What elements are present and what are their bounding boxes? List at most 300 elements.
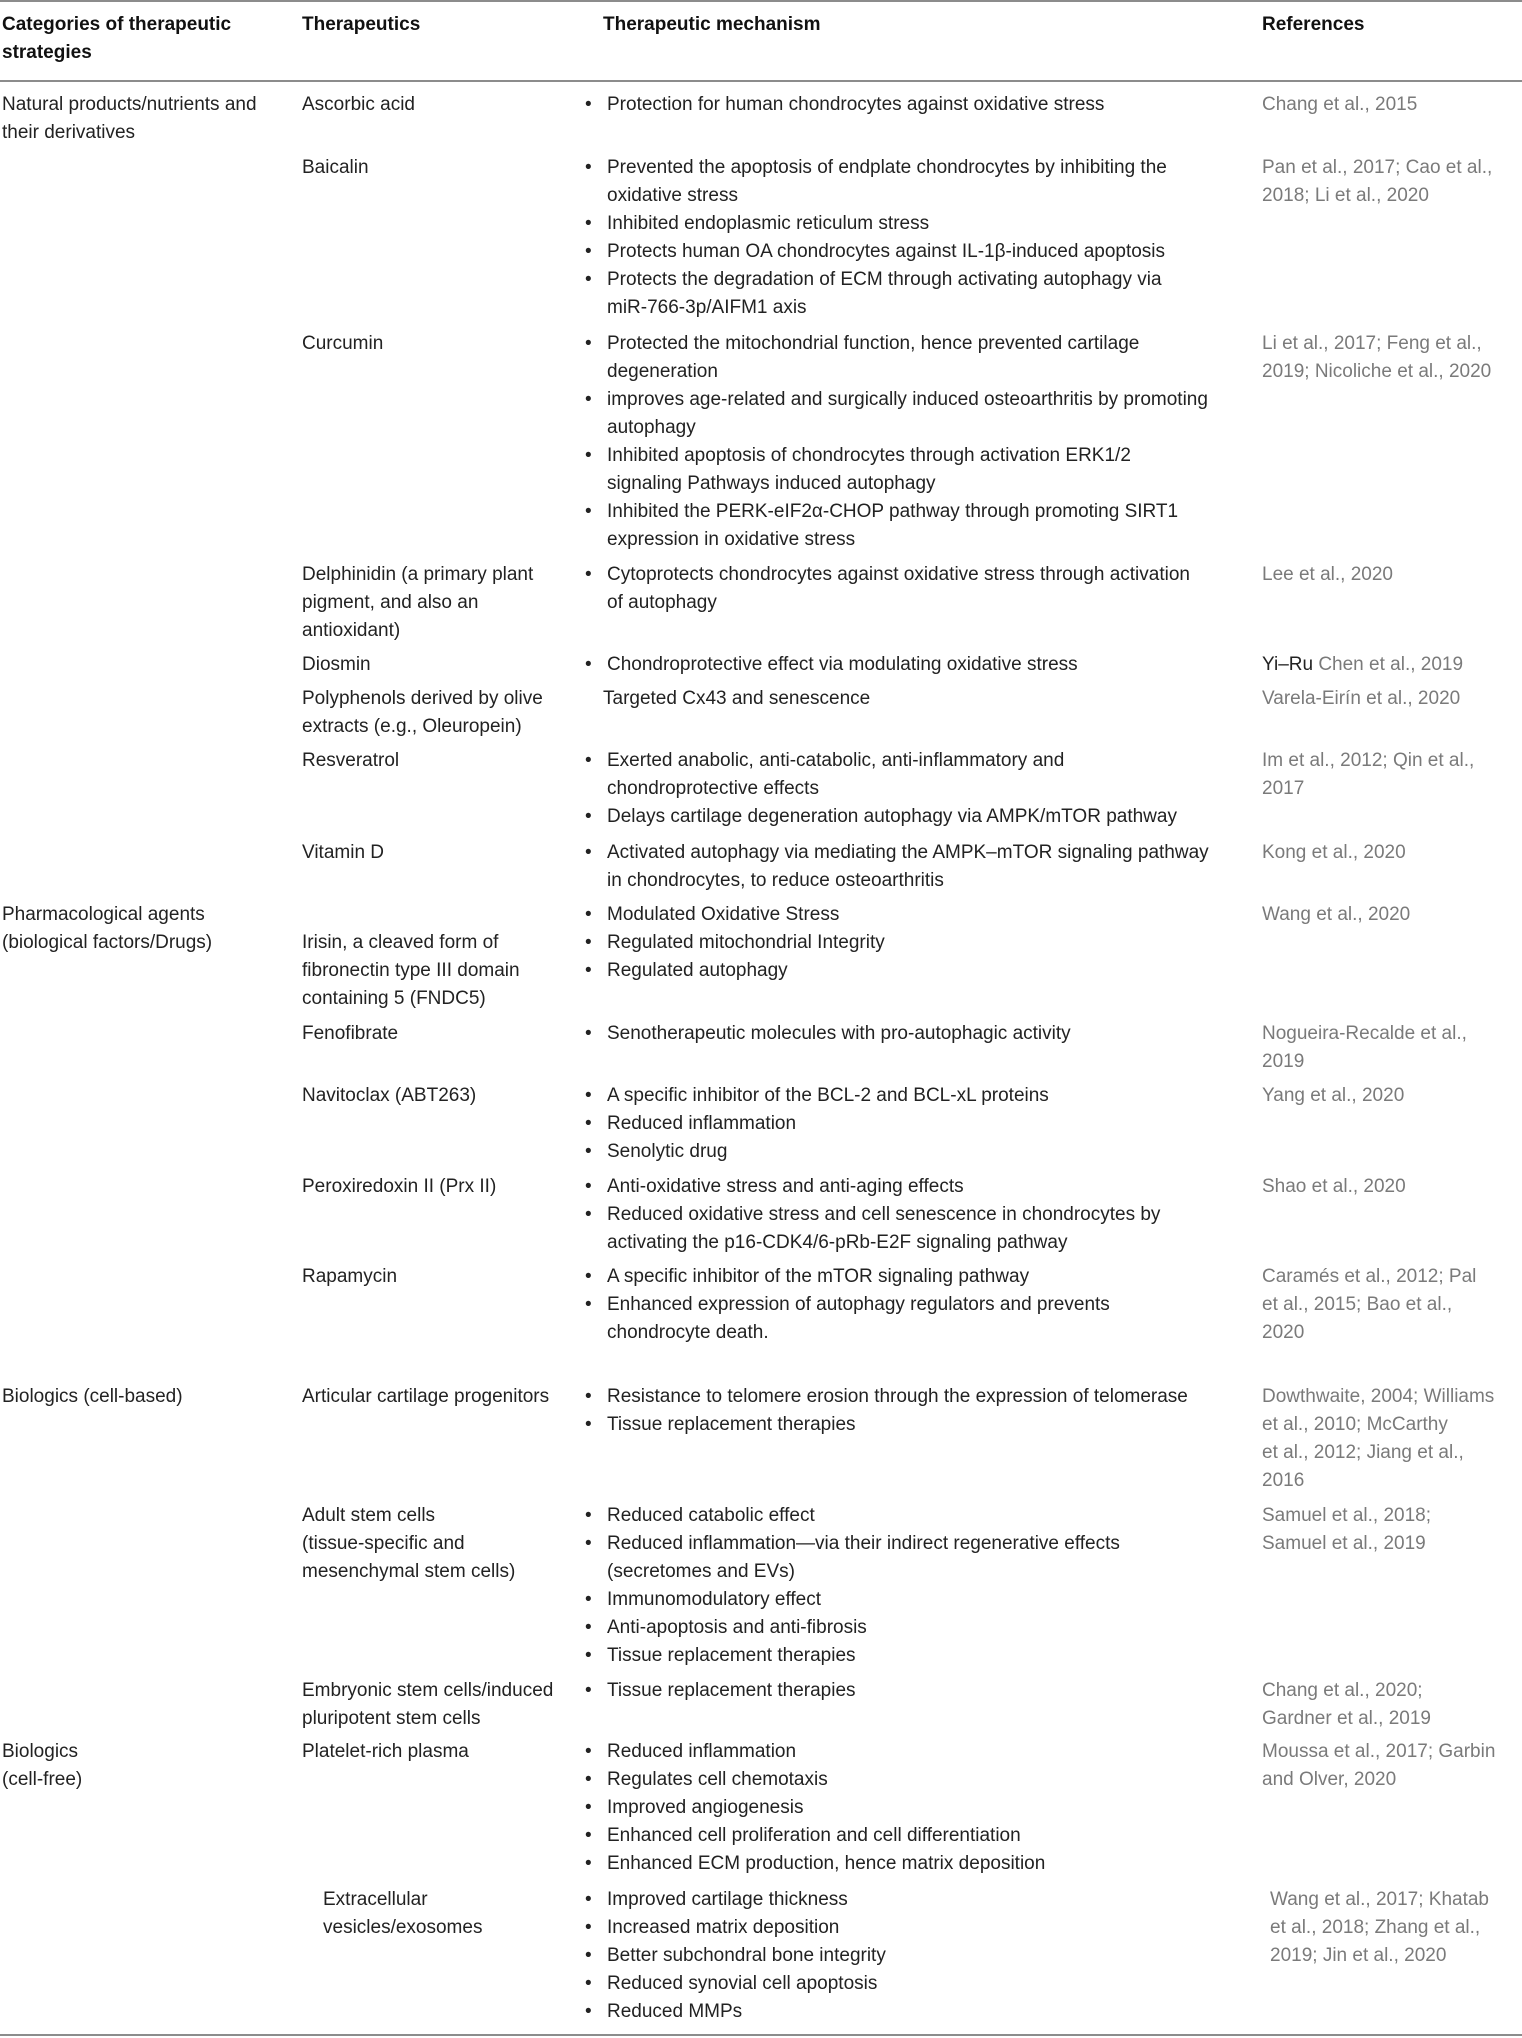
therapeutic-name [302, 1173, 496, 1201]
references-cell [1262, 330, 1491, 386]
mechanism-bullet [585, 1886, 848, 1914]
mechanism-line-text: Protects human OA chondrocytes against IL-1β-induced apoptosis [607, 241, 1166, 262]
category-natural-products [2, 91, 257, 147]
mechanism-line-text: Increased matrix deposition [607, 1917, 840, 1938]
reference-line: Yang et al., 2020 [1262, 1085, 1405, 1106]
mechanism-line [585, 1677, 856, 1705]
therapeutic-name-line: Rapamycin [302, 1266, 398, 1287]
therapeutic-name-line: Adult stem cells [302, 1505, 436, 1526]
header-category [2, 11, 231, 67]
mechanism-line-text: Reduced synovial cell apoptosis [607, 1973, 878, 1994]
therapeutic-name-line: (tissue-specific and [302, 1533, 465, 1554]
references-cell [1262, 1502, 1431, 1558]
references-cell [1262, 154, 1492, 210]
references-cell [1262, 1263, 1476, 1347]
mechanism-line [585, 1291, 1110, 1319]
therapeutic-name-line: Diosmin [302, 654, 371, 675]
bullet-dot: • [585, 904, 592, 925]
mechanism-line-text: A specific inhibitor of the BCL-2 and BCL-xL proteins [607, 1085, 1049, 1106]
mechanism-line [585, 442, 1131, 470]
mechanism-line [585, 1794, 803, 1822]
mechanism-line [585, 294, 1162, 322]
mechanism-line [585, 1942, 886, 1970]
mechanism-line [585, 901, 839, 929]
mechanism-line-text: Reduced inflammation [607, 1741, 797, 1762]
bullet-dot: • [585, 269, 592, 290]
therapeutic-name [302, 1677, 553, 1733]
mechanism-line [585, 1138, 727, 1166]
mechanism-line-text: Chondroprotective effect via modulating oxidative stress [607, 654, 1078, 675]
mechanism-line [585, 470, 1131, 498]
mechanism-bullet [585, 266, 1162, 322]
bullet-dot: • [585, 1769, 592, 1790]
bullet-dot: • [585, 1825, 592, 1846]
bullet-dot: • [585, 389, 592, 410]
header-references: References [1262, 14, 1365, 35]
mechanism-line-text: Activated autophagy via mediating the AMPK–mTOR signaling pathway [607, 842, 1209, 863]
bullet-dot: • [585, 94, 592, 115]
mechanism-bullet [585, 1614, 867, 1642]
reference-line: Shao et al., 2020 [1262, 1176, 1406, 1197]
mechanism-line-text: Resistance to telomere erosion through the expression of telomerase [607, 1386, 1188, 1407]
reference-line: Im et al., 2012; Qin et al., [1262, 750, 1475, 771]
bullet-dot: • [585, 1889, 592, 1910]
bullet-dot: • [585, 1797, 592, 1818]
therapeutic-name [302, 747, 399, 775]
header-rule [0, 80, 1522, 82]
therapeutic-name [302, 1082, 476, 1110]
therapeutic-name [302, 839, 384, 867]
bullet-dot: • [585, 806, 592, 827]
reference-line: et al., 2010; McCarthy [1262, 1414, 1448, 1435]
references-cell [1262, 1677, 1431, 1733]
reference-line: 2020 [1262, 1322, 1305, 1343]
mechanism-bullet [585, 1291, 1110, 1347]
bullet-dot: • [585, 1386, 592, 1407]
references-cell [1262, 1173, 1406, 1201]
bullet-dot: • [585, 1023, 592, 1044]
bullet-dot: • [585, 1589, 592, 1610]
mechanism-bullet [585, 498, 1178, 554]
reference-line: Chang et al., 2015 [1262, 94, 1418, 115]
mechanism-line-text: oxidative stress [607, 185, 738, 206]
mechanism-line [585, 589, 1190, 617]
references-cell [1270, 1886, 1489, 1970]
mechanism-line-text: Exerted anabolic, anti-catabolic, anti-inflammatory and [607, 750, 1065, 771]
mechanism-line-text: Prevented the apoptosis of endplate chondrocytes by inhibiting the [607, 157, 1167, 178]
mechanism-line [585, 957, 788, 985]
mechanism-line-text: Reduced inflammation—via their indirect regenerative effects [607, 1533, 1120, 1554]
mechanism-line [585, 1558, 1120, 1586]
mechanism-line-text: Reduced MMPs [607, 2001, 743, 2022]
mechanism-line [585, 414, 1208, 442]
header-mechanism: Therapeutic mechanism [603, 14, 821, 35]
mechanism-line-text: Immunomodulatory effect [607, 1589, 822, 1610]
reference-line: Wang et al., 2020 [1262, 904, 1411, 925]
therapeutic-name [302, 1738, 469, 1766]
mechanism-line-text: chondroprotective effects [607, 778, 819, 799]
mechanism-bullet [585, 1263, 1029, 1291]
bullet-dot: • [585, 1505, 592, 1526]
mechanism-bullet [585, 442, 1131, 498]
mechanism-bullet [585, 803, 1177, 831]
reference-line: Nogueira-Recalde et al., [1262, 1023, 1467, 1044]
mechanism-text: Targeted Cx43 and senescence [603, 688, 871, 709]
therapeutic-name-line: Peroxiredoxin II (Prx II) [302, 1176, 497, 1197]
bullet-dot: • [585, 1973, 592, 1994]
category-biologics-cell-based [2, 1383, 183, 1411]
therapeutic-name-line: pluripotent stem cells [302, 1708, 481, 1729]
mechanism-line [585, 1229, 1160, 1257]
mechanism-bullet [585, 839, 1209, 895]
mechanism-line [585, 1502, 815, 1530]
mechanism-bullet [585, 1850, 1045, 1878]
bullet-dot: • [585, 1141, 592, 1162]
mechanism-line-text: A specific inhibitor of the mTOR signaling pathway [607, 1266, 1030, 1287]
bullet-dot: • [585, 960, 592, 981]
bullet-dot: • [585, 1680, 592, 1701]
mechanism-bullet [585, 1502, 815, 1530]
therapeutic-name-line: Vitamin D [302, 842, 385, 863]
mechanism-line-text: degeneration [607, 361, 718, 382]
mechanism-bullet [585, 1998, 742, 2026]
mechanism-line-text: improves age-related and surgically induced osteoarthritis by promoting [607, 389, 1208, 410]
therapeutic-name [302, 1502, 515, 1586]
mechanism-line [585, 330, 1139, 358]
mechanism-line [585, 561, 1190, 589]
mechanism-bullet [585, 1020, 1071, 1048]
reference-line [1262, 651, 1463, 679]
therapeutic-name [302, 91, 415, 119]
reference-line: 2017 [1262, 778, 1305, 799]
mechanism-line [585, 526, 1178, 554]
therapeutic-name [302, 929, 520, 1013]
therapeutic-name-line: Curcumin [302, 333, 384, 354]
mechanism-line-text: Tissue replacement therapies [607, 1680, 856, 1701]
reference-line: Kong et al., 2020 [1262, 842, 1406, 863]
mechanism-line-text: (secretomes and EVs) [607, 1561, 795, 1582]
therapeutic-name-line: antioxidant) [302, 620, 401, 641]
therapeutic-name-line: Fenofibrate [302, 1023, 399, 1044]
category-line: Pharmacological agents [2, 904, 205, 925]
mechanism-bullet [585, 901, 839, 929]
bullet-dot: • [585, 1294, 592, 1315]
mechanism-line [585, 266, 1162, 294]
mechanism-bullet [585, 1794, 803, 1822]
mechanism-line-text: chondrocyte death. [607, 1322, 769, 1343]
mechanism-line [585, 498, 1178, 526]
mechanism-line-text: Delays cartilage degeneration autophagy via AMPK/mTOR pathway [607, 806, 1177, 827]
references-cell [1262, 1082, 1404, 1110]
mechanism-line-text: Inhibited endoplasmic reticulum stress [607, 213, 930, 234]
bullet-dot: • [585, 1645, 592, 1666]
therapeutic-name-line: extracts (e.g., Oleuropein) [302, 716, 522, 737]
bullet-dot: • [585, 1533, 592, 1554]
mechanism-line-text: Senolytic drug [607, 1141, 728, 1162]
mechanism-bullet [585, 747, 1064, 803]
reference-line: Wang et al., 2017; Khatab [1270, 1889, 1490, 1910]
mechanism-line-text: Tissue replacement therapies [607, 1645, 856, 1666]
mechanism-line-text: of autophagy [607, 592, 717, 613]
bullet-dot: • [585, 2001, 592, 2022]
mechanism-bullet [585, 1914, 839, 1942]
reference-author: Yi–Ru [1262, 654, 1314, 675]
reference-line: et al., 2018; Zhang et al., [1270, 1917, 1481, 1938]
mechanism-line-text: Protection for human chondrocytes against oxidative stress [607, 94, 1105, 115]
mechanism-line [585, 1383, 1188, 1411]
mechanism-line [585, 1020, 1071, 1048]
reference-line: Moussa et al., 2017; Garbin [1262, 1741, 1496, 1762]
bullet-dot: • [585, 654, 592, 675]
mechanism-line [585, 1766, 828, 1794]
mechanism-bullet [585, 1530, 1120, 1586]
mechanism-bullet [585, 386, 1208, 442]
header-category-line: Categories of therapeutic [2, 14, 232, 35]
mechanism-line-text: Protects the degradation of ECM through activating autophagy via [607, 269, 1162, 290]
mechanism-bullet [585, 1173, 964, 1201]
category-line: Biologics [2, 1741, 79, 1762]
mechanism-line [585, 1970, 877, 1998]
reference-line: Samuel et al., 2018; [1262, 1505, 1431, 1526]
reference-line: Varela-Eirín et al., 2020 [1262, 688, 1461, 709]
mechanism-line [585, 929, 885, 957]
reference-line: Samuel et al., 2019 [1262, 1533, 1426, 1554]
therapeutic-name-line: mesenchymal stem cells) [302, 1561, 516, 1582]
therapeutic-name [302, 1020, 398, 1048]
therapeutic-name-line: fibronectin type III domain [302, 960, 520, 981]
mechanism-line [585, 1263, 1029, 1291]
references-cell [1262, 1020, 1467, 1076]
references-cell [1262, 685, 1460, 713]
mechanism-line [585, 1110, 796, 1138]
mechanism-bullet [585, 238, 1165, 266]
therapeutic-name-line: Ascorbic acid [302, 94, 415, 115]
therapeutic-name-line: Articular cartilage progenitors [302, 1386, 550, 1407]
category-biologics-cell-free [2, 1738, 82, 1794]
references-cell [1262, 1738, 1495, 1794]
mechanism-line-text: Enhanced ECM production, hence matrix deposition [607, 1853, 1046, 1874]
mechanism-line [585, 154, 1167, 182]
mechanism-line [585, 1319, 1110, 1347]
therapeutic-name [302, 651, 371, 679]
therapeutic-name-line: Extracellular [323, 1889, 428, 1910]
header-category-line: strategies [2, 42, 92, 63]
mechanism-line-text: miR-766-3p/AIFM1 axis [607, 297, 807, 318]
mechanism-line [585, 238, 1165, 266]
therapeutic-name-line: Polyphenols derived by olive [302, 688, 543, 709]
mechanism-line [585, 1850, 1045, 1878]
bullet-dot: • [585, 1917, 592, 1938]
mechanism-bullet [585, 1766, 828, 1794]
mechanism-line-text: Senotherapeutic molecules with pro-autophagic activity [607, 1023, 1071, 1044]
therapeutic-name [302, 1383, 549, 1411]
reference-line: Chang et al., 2020; [1262, 1680, 1423, 1701]
mechanism-line [585, 1201, 1160, 1229]
bullet-dot: • [585, 932, 592, 953]
category-line: Biologics (cell-based) [2, 1386, 183, 1407]
mechanism-line-text: Improved angiogenesis [607, 1797, 804, 1818]
category-line: Natural products/nutrients and [2, 94, 257, 115]
bullet-dot: • [585, 157, 592, 178]
top-rule [0, 0, 1522, 2]
reference-line: Gardner et al., 2019 [1262, 1708, 1431, 1729]
mechanism-line-text: Regulated mitochondrial Integrity [607, 932, 885, 953]
mechanism-line-text: Reduced inflammation [607, 1113, 797, 1134]
mechanism-bullet [585, 651, 1078, 679]
mechanism-bullet [585, 957, 788, 985]
mechanism-line [585, 803, 1177, 831]
mechanism-bullet [585, 1738, 796, 1766]
reference-line: et al., 2015; Bao et al., [1262, 1294, 1453, 1315]
bullet-dot: • [585, 1176, 592, 1197]
mechanism-line [585, 1411, 856, 1439]
mechanism-bullet [585, 1677, 856, 1705]
bullet-dot: • [585, 1414, 592, 1435]
references-cell [1262, 747, 1474, 803]
bullet-dot: • [585, 1113, 592, 1134]
references-cell [1262, 901, 1410, 929]
therapeutic-name [302, 1263, 397, 1291]
reference-line: and Olver, 2020 [1262, 1769, 1397, 1790]
mechanism-line-text: Tissue replacement therapies [607, 1414, 856, 1435]
therapeutic-name [302, 154, 369, 182]
therapeutic-name [302, 330, 383, 358]
mechanism-line-text: Cytoprotects chondrocytes against oxidative stress through activation [607, 564, 1190, 585]
therapeutic-name-line: Irisin, a cleaved form of [302, 932, 499, 953]
references-cell [1262, 561, 1393, 589]
mechanism-line [585, 1998, 742, 2026]
bullet-dot: • [585, 333, 592, 354]
mechanism-line-text: Inhibited the PERK-eIF2α-CHOP pathway through promoting SIRT1 [607, 501, 1179, 522]
mechanism-line [585, 1614, 867, 1642]
bullet-dot: • [585, 1266, 592, 1287]
therapeutic-name-line: vesicles/exosomes [323, 1917, 483, 1938]
mechanism-line-text: Inhibited apoptosis of chondrocytes through activation ERK1/2 [607, 445, 1131, 466]
therapeutic-name [302, 561, 533, 645]
bullet-dot: • [585, 241, 592, 262]
mechanism-bullet [585, 1110, 796, 1138]
mechanism-line [585, 867, 1209, 895]
therapeutic-name [302, 685, 543, 741]
mechanism-line-text: activating the p16-CDK4/6-pRb-E2F signaling pathway [607, 1232, 1068, 1253]
mechanism-bullet [585, 1970, 877, 1998]
mechanism-line [585, 1886, 848, 1914]
mechanism-line-text: Protected the mitochondrial function, hence prevented cartilage [607, 333, 1140, 354]
mechanism-line [585, 1173, 964, 1201]
bullet-dot: • [585, 1853, 592, 1874]
mechanism-line [585, 91, 1104, 119]
mechanism-line-text: Better subchondral bone integrity [607, 1945, 886, 1966]
header-therapeutics: Therapeutics [302, 14, 421, 35]
mechanism-line-text: Modulated Oxidative Stress [607, 904, 840, 925]
mechanism-line [585, 651, 1078, 679]
mechanism-line [585, 386, 1208, 414]
mechanism-bullet [585, 929, 885, 957]
mechanism-bullet [585, 561, 1190, 617]
bullet-dot: • [585, 1617, 592, 1638]
reference-line: 2019 [1262, 1051, 1305, 1072]
bottom-rule [0, 2034, 1522, 2036]
reference-line: Dowthwaite, 2004; Williams [1262, 1386, 1495, 1407]
category-pharmacological-agents [2, 901, 212, 957]
mechanism-line [585, 210, 929, 238]
mechanism-line [585, 1082, 1049, 1110]
mechanism-bullet [585, 210, 929, 238]
mechanism-line [585, 1738, 796, 1766]
mechanism-line [585, 747, 1064, 775]
references-cell [1262, 91, 1417, 119]
mechanism-line-text: Anti-apoptosis and anti-fibrosis [607, 1617, 867, 1638]
reference-line: Lee et al., 2020 [1262, 564, 1393, 585]
bullet-dot: • [585, 1945, 592, 1966]
therapeutic-name-line: Delphinidin (a primary plant [302, 564, 534, 585]
bullet-dot: • [585, 750, 592, 771]
therapeutic-name-line: Navitoclax (ABT263) [302, 1085, 477, 1106]
mechanism-line [585, 775, 1064, 803]
mechanism-line-text: Enhanced expression of autophagy regulators and prevents [607, 1294, 1110, 1315]
reference-line: 2019; Jin et al., 2020 [1270, 1945, 1447, 1966]
mechanism-bullet [585, 1201, 1160, 1257]
therapeutic-name-line: Resveratrol [302, 750, 400, 771]
mechanism-bullet [585, 1822, 1021, 1850]
therapeutic-name-line: Platelet-rich plasma [302, 1741, 469, 1762]
mechanism-line-text: Reduced catabolic effect [607, 1505, 815, 1526]
bullet-dot: • [585, 1085, 592, 1106]
mechanism-bullet [585, 1383, 1188, 1411]
mechanism-bullet [585, 154, 1167, 210]
mechanism-line-text: Reduced oxidative stress and cell senescence in chondrocytes by [607, 1204, 1161, 1225]
bullet-dot: • [585, 501, 592, 522]
mechanism-line [585, 839, 1209, 867]
reference-line: et al., 2012; Jiang et al., [1262, 1442, 1464, 1463]
mechanism-line [585, 182, 1167, 210]
mechanism-line [585, 1914, 839, 1942]
bullet-dot: • [585, 1741, 592, 1762]
mechanism-line [585, 1586, 821, 1614]
mechanism-line-text: in chondrocytes, to reduce osteoarthritis [607, 870, 944, 891]
category-line: (cell-free) [2, 1769, 83, 1790]
reference-text: Chen et al., 2019 [1313, 654, 1464, 675]
mechanism-line-text: Anti-oxidative stress and anti-aging effects [607, 1176, 964, 1197]
bullet-dot: • [585, 1204, 592, 1225]
therapeutic-name-line: Baicalin [302, 157, 369, 178]
mechanism-line-text: Regulates cell chemotaxis [607, 1769, 828, 1790]
therapeutic-name-line: containing 5 (FNDC5) [302, 988, 486, 1009]
mechanism-line-text: expression in oxidative stress [607, 529, 856, 550]
mechanism-line-text: signaling Pathways induced autophagy [607, 473, 936, 494]
mechanism-bullet [585, 1942, 886, 1970]
mechanism-bullet [585, 1586, 821, 1614]
mechanism-bullet [585, 330, 1139, 386]
references-cell [1262, 1383, 1494, 1495]
mechanism-bullet [585, 91, 1104, 119]
bullet-dot: • [585, 213, 592, 234]
mechanism-line [585, 1642, 856, 1670]
reference-line: Li et al., 2017; Feng et al., [1262, 333, 1482, 354]
references-cell [1262, 839, 1406, 867]
mechanism-line [585, 1822, 1021, 1850]
therapeutic-name-line: Embryonic stem cells/induced [302, 1680, 554, 1701]
mechanism-bullet [585, 1138, 727, 1166]
references-cell [1262, 651, 1463, 679]
bullet-dot: • [585, 445, 592, 466]
category-line: (biological factors/Drugs) [2, 932, 213, 953]
mechanism-bullet [585, 1082, 1049, 1110]
mechanism-line-text: Enhanced cell proliferation and cell differentiation [607, 1825, 1021, 1846]
mechanism-line-text: Improved cartilage thickness [607, 1889, 848, 1910]
mechanism-line [585, 1530, 1120, 1558]
mechanism-bullet [585, 1642, 856, 1670]
